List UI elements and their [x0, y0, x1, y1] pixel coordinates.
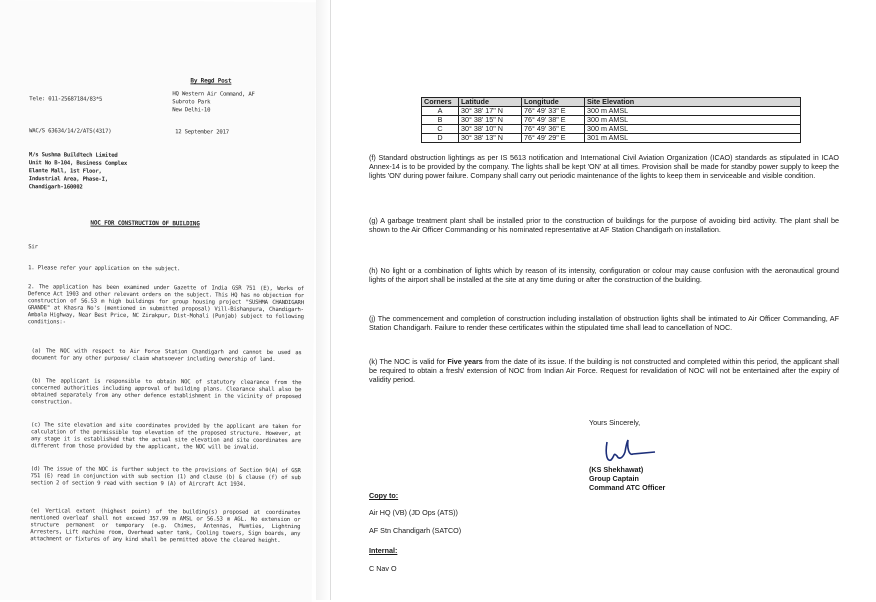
- corner-cell: B: [422, 116, 459, 125]
- salutation: Sir: [28, 244, 38, 251]
- latitude-cell: 30° 38' 10" N: [459, 125, 522, 134]
- condition-k: [369, 357, 839, 384]
- longitude-cell: 76° 49' 36" E: [522, 125, 585, 134]
- longitude-cell: 76° 49' 29" E: [522, 134, 585, 143]
- signatory-name: (KS Shekhawat): [589, 465, 644, 474]
- latitude-cell: 30° 38' 15" N: [459, 116, 522, 125]
- elevation-cell: 301 m AMSL: [585, 134, 801, 143]
- elevation-cell: 300 m AMSL: [585, 107, 801, 116]
- corner-cell: C: [422, 125, 459, 134]
- copy-recipient: Air HQ (VB) (JD Ops (ATS)): [369, 508, 458, 517]
- elevation-cell: 300 m AMSL: [585, 125, 801, 134]
- column-header: Corners: [422, 98, 459, 107]
- telephone: Tele: 011-25687184/83*5: [29, 96, 103, 103]
- longitude-cell: 76° 49' 33" E: [522, 107, 585, 116]
- condition-k-rest: from the date of its issue. If the building is not constructed and completed within this period, the applicant shall be required to obtain a fresh/ extension of NOC from Indian Air Force. Request for revalidation of NOC will not be entertained after the expiry of validity period.: [369, 357, 840, 384]
- condition-c: (c) The site elevation and site coordinates provided by the applicant are taken for calculation of the permissible top elevation of the proposed structure. However, at any stage it is established that the actual site elevation and site coordinates are different from those provided by the applicant, the NOC will be invalid.: [30, 422, 302, 451]
- signature-icon: [601, 434, 661, 466]
- letter-page-1: [0, 0, 316, 602]
- condition-j: (j) The commencement and completion of construction including installation of obstruction lights shall be intimated to Air Officer Commanding, AF Station Chandigarh. Failure to render these certificates within the stipulated time shall lead to cancellation of NOC.: [369, 314, 839, 332]
- condition-h: (h) No light or a combination of lights which by reason of its intensity, configuration or colour may cause confusion with the aeronautical ground lights of the airport shall be installed at the site at any time during or after the construction of the building.: [369, 266, 839, 284]
- condition-b: (b) The applicant is responsible to obtain NOC of statutory clearance from the concerned authorities including approval of building plans. Clearance shall also be obtained separately from any other defence establishment in the vicinity of proposed construction.: [31, 378, 302, 406]
- addressee-line-4: Industrial Area, Phase-I,: [28, 176, 108, 183]
- column-header: Latitude: [459, 98, 522, 107]
- paragraph-1: 1. Please refer your application on the subject.: [28, 265, 181, 273]
- copy-recipient: AF Stn Chandigarh (SATCO): [369, 526, 462, 535]
- corner-cell: D: [422, 134, 459, 143]
- page-gap: [316, 0, 330, 600]
- validity-period: Five years: [447, 357, 483, 366]
- longitude-cell: 76° 49' 38" E: [522, 116, 585, 125]
- address-line-3: New Delhi-10: [172, 107, 211, 114]
- reference-number: WAC/S 63634/14/2/ATS(4317): [29, 128, 112, 135]
- by-regd-post: By Regd Post: [190, 77, 232, 85]
- signatory-title: Command ATC Officer: [589, 483, 666, 492]
- latitude-cell: 30° 38' 17" N: [459, 107, 522, 116]
- internal-recipient: C Nav O: [369, 564, 397, 573]
- closing: Yours Sincerely,: [589, 418, 641, 427]
- latitude-cell: 30° 38' 13" N: [459, 134, 522, 143]
- internal-heading: Internal:: [369, 546, 398, 555]
- address-line-2: Subroto Park: [172, 99, 211, 106]
- address-line-1: HQ Western Air Command, AF: [172, 91, 255, 98]
- corner-cell: A: [422, 107, 459, 116]
- condition-e: (e) Vertical extent (highest point) of the building(s) proposed at coordinates mentioned overleaf shall not exceed 357.99 m AMSL or 56.53 m AGL. No extension or structure permanent or temporary (e.g. Chimes, Antennas, Mumties, Lightning Arresters, Lift machine room, Overhead water tank, Cooling towers, Sign boards, any attachment or fixtures of any kind shall be permitted above the cleared height.: [30, 508, 301, 544]
- copy-to-heading: Copy to:: [369, 491, 399, 500]
- signatory-rank: Group Captain: [589, 474, 639, 483]
- table-row: [422, 134, 801, 143]
- column-header: Site Elevation: [585, 98, 801, 107]
- letter-date: 12 September 2017: [175, 129, 229, 136]
- letter-page-2: [330, 0, 876, 600]
- addressee-line-2: Unit No B-104, Business Complex: [28, 160, 128, 167]
- condition-f: (f) Standard obstruction lightings as per IS 5613 notification and International Civil Aviation Organization (ICAO) standards as stipulated in ICAO Annex-14 is to be provided by the company. The lights shall be kept 'ON' at all times. Provision shall be made for standby power supply to keep the lights 'ON' during power failure. Company shall carry out periodic maintenance of the lights to keep them in serviceable and visible condition.: [369, 153, 839, 180]
- elevation-cell: 300 m AMSL: [585, 116, 801, 125]
- condition-g: (g) A garbage treatment plant shall be installed prior to the construction of buildings for the purpose of avoiding bird activity. The plant shall be shown to the Air Officer Commanding or his nominated representative at AF Station Chandigarh on installation.: [369, 216, 839, 234]
- column-header: Longitude: [522, 98, 585, 107]
- addressee-line-5: Chandigarh-160002: [28, 184, 83, 191]
- addressee-line-3: Elante Mall, 1st Floor,: [28, 168, 102, 175]
- paragraph-2: 2. The application has been examined under Gazette of India GSR 751 (E), Works of Defence Act 1903 and other relevant orders on the subject. This HQ has no objection for construction of 56.53 m high buildings for group housing project "SUSHMA CHANDIGARH GRANDE" at Khasra No's (mentioned in submitted proposal) Vill-Bishanpura, Chandigarh-Ambala Highway, Near Best Price, NC Zirakpur, Dist-Mohali (Punjab) subject to following conditions:-: [27, 284, 305, 326]
- subject-heading: NOC FOR CONSTRUCTION OF BUILDING: [90, 219, 200, 228]
- condition-a: (a) The NOC with respect to Air Force Station Chandigarh and cannot be used as document for any other purpose/ claim whatsoever including ownership of land.: [31, 348, 302, 363]
- corner-coordinates-table: [421, 97, 801, 143]
- addressee-line-1: M/s Sushma Buildtech Limited: [28, 152, 118, 159]
- condition-d: (d) The issue of the NOC is further subject to the provisions of Section 9(A) of GSR 751 (E) read in conjunction with sub section (1) and clause (b) & clause (f) of sub section 2 of section 9 read with section 9 (A) of Aircraft Act 1934.: [30, 466, 301, 488]
- condition-k-intro: (k) The NOC is valid for: [369, 357, 448, 366]
